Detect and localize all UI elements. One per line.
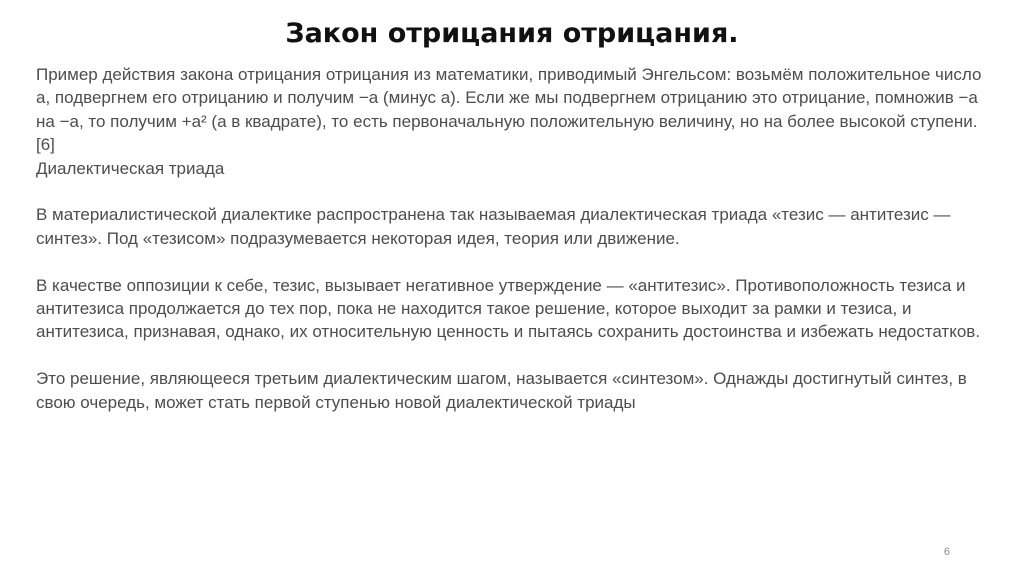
paragraph-engels-example: Пример действия закона отрицания отрицания из математики, приводимый Энгельсом: возьмём положительное число a, подвергнем его отрицанию и получим −a (минус a). Если же мы подвергнем отрицанию это отрицание, помножив −a на −a, то получим +a² (a в квадрате), то есть первоначальную положительную величину, но на более высокой ступени.[6] — [36, 65, 982, 155]
paragraph-spacer — [36, 250, 986, 273]
paragraph-spacer — [36, 180, 986, 203]
paragraph-antithesis: В качестве оппозиции к себе, тезис, вызывает негативное утверждение — «антитезис». Противоположность тезиса и антитезиса продолжается до тех пор, пока не находится такое решение, которое выходит за рамки и тезиса, и антитезиса, признавая, однако, их относительную ценность и пытаясь сохранить достоинства и избежать недостатков. — [36, 275, 981, 342]
page-number: 6 — [943, 546, 950, 558]
slide-title: Закон отрицания отрицания. — [285, 18, 739, 49]
slide-body — [36, 63, 986, 414]
paragraph-triad-heading: Диалектическая триада — [36, 158, 225, 178]
paragraph-synthesis: Это решение, являющееся третьим диалектическим шагом, называется «синтезом». Однажды достигнутый синтез, в свою очередь, может стать первой ступенью новой диалектической триады — [36, 369, 967, 412]
paragraph-triad-definition: В материалистической диалектике распространена так называемая диалектическая триада «тезис — антитезис — синтез». Под «тезисом» подразумевается некоторая идея, теория или движение. — [36, 205, 951, 248]
paragraph-spacer — [36, 344, 986, 367]
